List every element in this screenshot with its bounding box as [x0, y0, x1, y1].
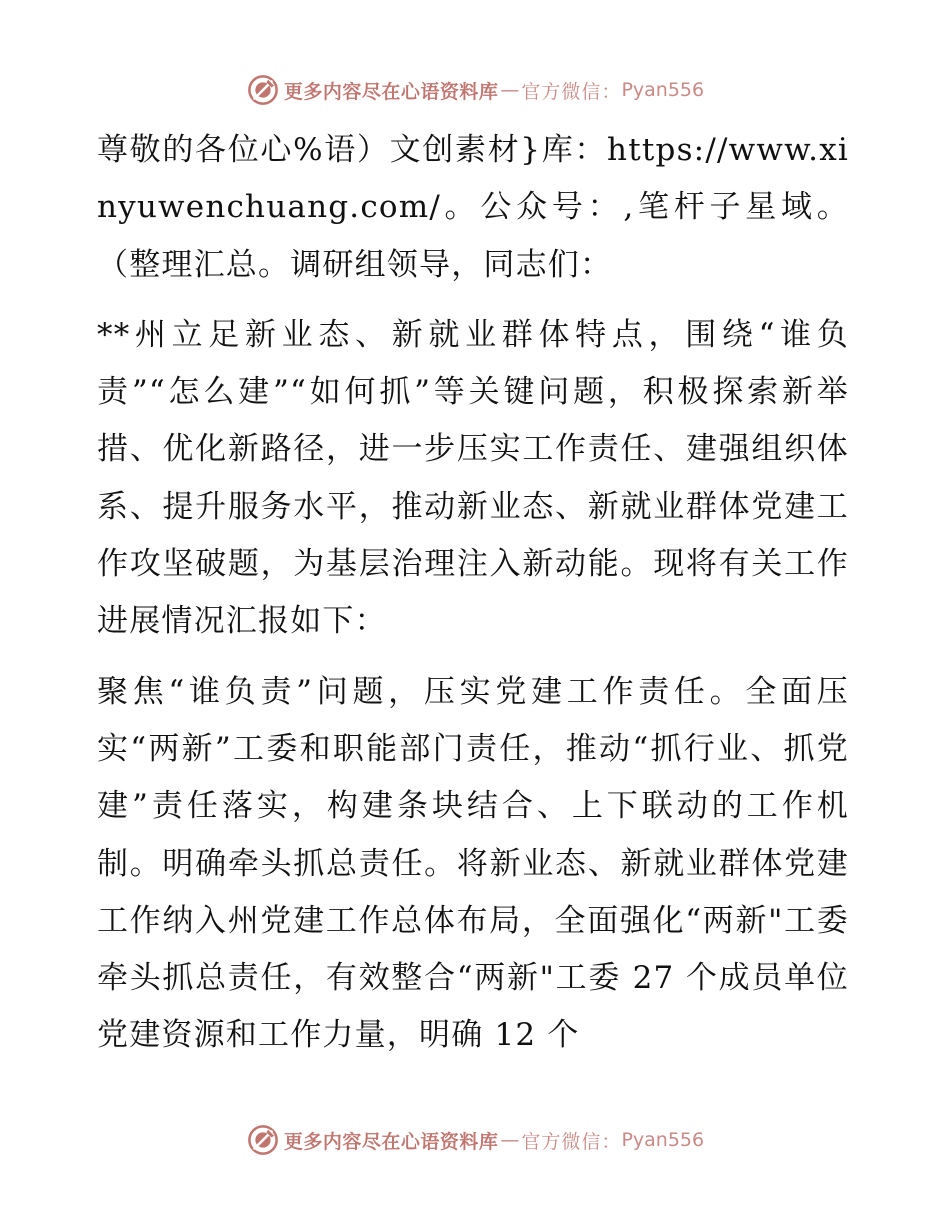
paragraph-greeting: 尊敬的各位心%语）文创素材}库：https://www.xinyuwenchuang.com/。公众号：,笔杆子星域。（整理汇总。调研组领导，同志们： [97, 132, 849, 283]
paragraph-responsibility: 聚焦“谁负责”问题，压实党建工作责任。全面压实“两新”工委和职能部门责任，推动“抓行业、抓党建”责任落实，构建条块结合、上下联动的工作机制。明确牵头抓总责任。将新业态、新就业群体党建工作纳入州党建工作总体布局，全面强化“两新"工委牵头抓总责任，有效整合“两新"工委 27 个成员单位党建资源和工作力量，明确 12 个 [97, 673, 849, 1054]
watermark-dash: — [500, 79, 520, 101]
watermark-wechat-id: Pyan556 [621, 1129, 705, 1151]
pen-seal-icon [246, 73, 280, 107]
watermark-brand: 更多内容尽在心语资料库 [283, 80, 499, 103]
watermark-official-label: 官方微信： [521, 1130, 622, 1153]
watermark-wechat-id: Pyan556 [621, 79, 705, 101]
watermark-brand: 更多内容尽在心语资料库 [283, 1130, 499, 1153]
watermark-footer [0, 1122, 950, 1158]
pen-seal-icon [246, 1123, 280, 1157]
watermark-dash: — [500, 1129, 520, 1151]
document-body [97, 122, 849, 1078]
paragraph-intro: **州立足新业态、新就业群体特点，围绕“谁负责”“怎么建”“如何抓”等关键问题，积极探索新举措、优化新路径，进一步压实工作责任、建强组织体系、提升服务水平，推动新业态、新就业群体党建工作攻坚破题，为基层治理注入新动能。现将有关工作进展情况汇报如下： [97, 316, 849, 640]
watermark-header [0, 72, 950, 108]
watermark-official-label: 官方微信： [521, 80, 622, 103]
